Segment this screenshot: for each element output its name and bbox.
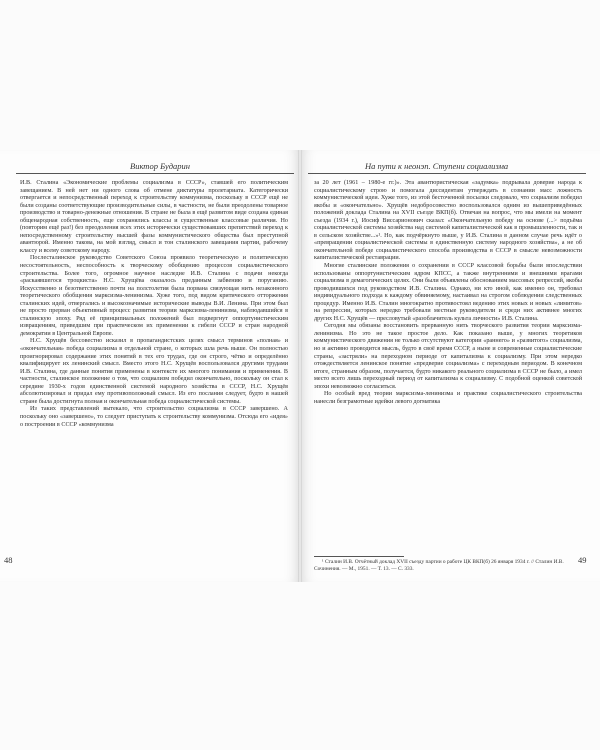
left-header-rule <box>16 173 294 174</box>
paragraph: Н.С. Хрущёв бессовестно исказил в пропагандистских целях смысл терминов «полная» и «окончательная» победа социализма в отдельной стране, о которых шла речь выше. Он полностью проигнорировал содержание этих понятий в тех его трудах, где он строго, чётко и определённо квалифицирует их ленинский смысл. Вместо этого Н.С. Хрущёв воспользовался другими трудами И.В. Сталина, где данные понятия применены в контексте их многого понимания и применения. В частности, сталинское положение о том, что социализм победил окончательно, поскольку он стал к середине 1930-х годов единственной системой народного хозяйства в СССР, Н.С. Хрущёв абсолютизировал и придал ему противоположный смысл. Из его послания следует, будто в нашей стране была достигнута полная и окончательная победа социалистической системы. <box>20 338 288 405</box>
paragraph: И.В. Сталина «Экономические проблемы социализма в СССР», ставшей его политическим завещанием. В ней нет ни одного слова об отмене диктатуры пролетариата. Категорически отвергается и непосредственный переход к строительству коммунизма, поскольку в СССР ещё не были созданы соответствующие производительные силы, в частности, не были преодолены товарное производство и товарно-денежные отношения. В стране не была в ещё развитом виде создана единая общенародная собственность, еще сохранялись классы и существенные классовые различия. Но (повторим ещё раз!) без преодоления всех этих исторически существовавших препятствий переход к непосредственному строительству высшей фазы коммунистического общества был преступной авантюрой. Именно такова, на мой взгляд, смысл и тон сталинского завещания партии, рабочему классу и всему советскому народу. <box>20 180 288 254</box>
footnote-rule <box>314 556 404 557</box>
left-text-column <box>20 180 288 429</box>
left-running-head: Виктор Бударин <box>130 161 190 171</box>
left-page-number: 48 <box>4 555 13 565</box>
paragraph: Сегодня мы обязаны восстановить прерванную нить творческого развития теории марксизма-ленинизма. Но это не такое простое дело. Как показано выше, у многих теоретиков коммунистического движения не только отсутствуют категории «раннего» и «развитого» социализма, но и активно проводится мысль, будто в своё время СССР, а ныне и современные социалистические страны, «застряли» на переходном периоде от капитализма к социализму. При этом нередко отождествляется ленинское понятие «предверие социализма» с переходным периодом. В конечном итоге, странным образом, получается, будто никакого реального социализма в СССР не было, а имел место всего лишь переходный период от капитализма к социализму. С подобной оценкой советской эпохи невозможно согласиться. <box>314 323 582 390</box>
right-header-rule <box>308 173 586 174</box>
footnote: ¹ Сталин И.В. Отчётный доклад XVII съезду партии о работе ЦК ВКП(б) 26 января 1934 г. // Сталин И.В. Сочинения. — М., 1951. — Т. 13. — С. 333. <box>314 559 564 572</box>
paragraph: Из таких представлений вытекало, что строительство социализма в СССР завершено. А поскольку оно «завершено», то следует приступать к строительству коммунизма. Отсюда его «идея» о построении в СССР «коммунизма <box>20 406 288 428</box>
right-page-number: 49 <box>578 555 587 565</box>
right-running-head: На пути к неонэп. Ступени социализма <box>365 161 509 171</box>
paragraph: за 20 лет (1961 – 1980-е гг.)». Эта авантюристическая «задумка» подрывала доверие народа к социалистическому строю и помогала диссидентам утверждать в сознании масс ложность коммунистической идеи. Хуже того, из этой бесточенной посылки следовало, что социализм победил якобы и «окончательно». Хрущёв недобросовестно воспользовался одним из вышеприведённых положений доклада Сталина на XVII съезде ВКП(б). Отвечая на вопрос, что мы имели на момент съезда (1934 г.), Иосиф Виссарионович сказал: «Окончательную победу на основе (...> подъёма социалистической системы хозяйства над системой капиталистической как в промышленности, так и в сельском хозяйстве...»¹. Но, как подчёркнуто выше, у И.В. Сталина в данном случае речь идёт о «превращении социалистической системы в единственную систему народного хозяйства», а не об окончательной победе социалистического способа производства в СССР в смысле невозможности капиталистической реставрации. <box>314 180 582 262</box>
paragraph: Но особый вред теории марксизма-ленинизма и практике социалистического строительства нанесли безграмотные идейки левого догматика <box>314 391 582 405</box>
paragraph: Многие сталинские положения о сохранении в СССР классовой борьбы были впоследствии использованы оппортунистическим ядром КПСС, а также внутренними и внешними врагами социализма в демагогических целях. Они были объявлены обоснованием массовых репрессий, якобы проводившихся под руководством И.В. Сталина. Однако, ни кто иной, как именно он, требовал индивидуального подхода к каждому обвиняемому, настаивал на строгом соблюдении следственных процедур. Именно И.В. Сталин многократно противостоял ведению этих новых и новых «лимитов» на репрессии, которых нередко требовали местные руководители и среди них активнее многих других Н.С. Хрущёв — пресловутый «разоблачитель культа личности» И.В. Сталина. <box>314 263 582 322</box>
paragraph: Послесталинское руководство Советского Союза проявило теоретическую и политическую несостоятельность, неспособность к творческому обобщению процессов социалистического строительства. Более того, огромное научное наследие И.В. Сталина с подачи некогда «раскаявшегося троцкиста» Н.С. Хрущёва оказалось преданным забвению и поруганию. Искусственно и безответственно почти на полстолетия была порвана связующая нить незаконного теоретического обобщения марксизма-ленинизма. Хуже того, под видом критического отторжения сталинских идей, отвергались и высокозначимые исторические выводы В.И. Ленина. При этом был не просто прерван объективный процесс развития теории марксизма-ленинизма, наблюдавшийся в сталинскую эпоху. Ряд её принципиальных положений был подвергнут оппортунистическим извращениям, приведшим при практическом их применении к гибели СССР и стран народной демократии в Центральной Европе. <box>20 255 288 337</box>
right-text-column <box>314 180 582 406</box>
